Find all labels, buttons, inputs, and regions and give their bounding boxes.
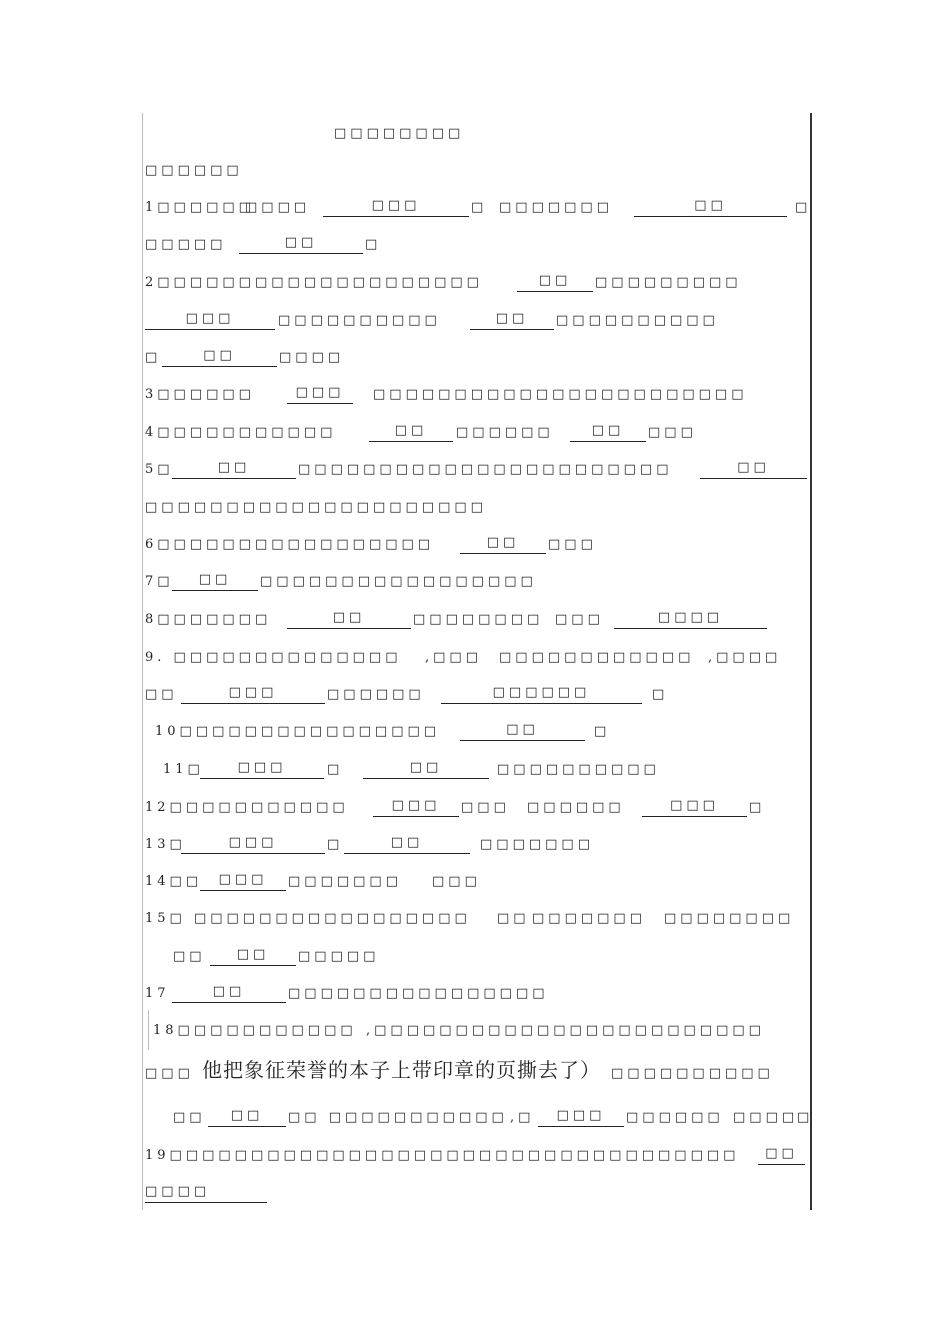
q9-text-b: ,□□□	[425, 650, 482, 665]
q18-text-k: □	[797, 1110, 814, 1125]
q7-text-a: 7□	[145, 574, 174, 589]
q9-text-f: □□□□□□	[327, 687, 425, 702]
q5-blank-1: □□	[172, 460, 296, 479]
q9-text-d: ,□□□□	[708, 650, 782, 665]
q18-quote: 他把象征荣誉的本子上带印章的页撕去了）	[202, 1058, 601, 1082]
q4-text-a: 4□□□□□□□□□□□	[145, 425, 337, 440]
q2-blank-2: □□□	[145, 311, 275, 330]
q4-blank-1: □□	[369, 423, 453, 442]
q10-text-a: 10□□□□□□□□□□□□□□□□	[155, 724, 441, 739]
q2-text-b: □□□□□□□□□	[595, 275, 742, 290]
q5-blank-2: □□	[700, 460, 807, 479]
q12-text-d: □	[749, 800, 766, 815]
q7-text-b: □□□□□□□□□□□□□□□□□	[260, 574, 537, 589]
q1-blank-1: □□□	[323, 198, 469, 217]
q17-text-a: 17	[145, 986, 170, 1001]
q12-text-c: □□□□□□	[527, 800, 625, 815]
q1-text-e: □	[795, 200, 812, 215]
q8-text-a: 8□□□□□□□	[145, 612, 272, 627]
q14-text-c: □□□	[432, 874, 481, 889]
q18-text-h: ,□	[510, 1110, 535, 1125]
q8-text-c: □□□	[555, 612, 604, 627]
q8-blank-2: □□□□	[614, 610, 767, 629]
q4-text-c: □□□	[648, 425, 697, 440]
q12-blank-2: □□□	[642, 798, 747, 817]
section-heading: □□□□□□	[145, 163, 243, 178]
q1-blank-3: □□	[239, 235, 363, 254]
q1-text-c: □	[471, 200, 488, 215]
q13-text-b: □	[327, 837, 344, 852]
q4-text-b: □□□□□□	[456, 425, 554, 440]
q15-text-d: □□□□□□□□	[664, 911, 795, 926]
q3-text-b: □□□□□□□□□□□□□□□□□□□□□□□	[373, 387, 748, 402]
q11-blank-2: □□	[363, 760, 489, 779]
q11-text-b: □	[327, 762, 344, 777]
q19-text-a: 19□□□□□□□□□□□□□□□□□□□□□□□□□□□□□□□□□□□	[145, 1148, 740, 1163]
q15-blank-1: □□	[210, 947, 296, 966]
q12-blank-1: □□□	[373, 798, 459, 817]
q1-blank-2: □□	[634, 198, 787, 217]
q2-text-f: □□□□	[279, 350, 345, 365]
q9-blank-1: □□□	[181, 685, 325, 704]
q18-text-a: 18□□□□□□□□□□□	[153, 1023, 357, 1038]
q18-text-g: □□ □□□□□□□□□□□	[288, 1110, 508, 1125]
q5-text-b: □□□□□□□□□□□□□□□□□□□□□□□	[298, 462, 673, 477]
q8-text-b: □□□□□□□□	[413, 612, 544, 627]
q13-text-c: □□□□□□□	[480, 837, 594, 852]
q12-text-a: 12□□□□□□□□□□□	[145, 800, 349, 815]
q18-text-b: ,□□□□□□□□□□□□□□□□□□□□□□□□	[366, 1023, 765, 1038]
q15-text-c: □□□□□□□	[532, 911, 646, 926]
q10-blank-1: □□	[460, 722, 585, 741]
q14-text-a: 14□□	[145, 874, 203, 889]
q1-text-d: □□□□□□□	[499, 200, 613, 215]
q15-text-b: □□	[497, 911, 530, 926]
q15-text-a: 15□ □□□□□□□□□□□□□□□□□	[145, 911, 471, 926]
margin-bracket	[148, 1010, 149, 1050]
q19-blank-1: □□	[758, 1146, 805, 1165]
q5-text-c: □□□□□□□□□□□□□□□□□□□□□	[145, 500, 487, 515]
q18-text-e: □□□□□□□□□□	[611, 1066, 774, 1081]
q13-text-a: 13□	[145, 837, 186, 852]
q14-text-b: □□□□□□□	[288, 874, 402, 889]
q12-text-b: □□□	[461, 800, 510, 815]
q9-blank-2: □□□□□□	[441, 685, 642, 704]
q6-text-b: □□□	[548, 537, 597, 552]
q1-text-b: □□□□	[245, 200, 311, 215]
q18-text-f: □□	[173, 1110, 206, 1125]
q9-text-e: □□	[145, 687, 178, 702]
q19-continuation: □□□□	[145, 1184, 267, 1203]
q9-text-g: □	[652, 687, 669, 702]
q17-text-b: □□□□□□□□□□□□□□□□	[288, 986, 549, 1001]
q11-text-c: □□□□□□□□□□	[497, 762, 660, 777]
q1-text-a: 1□□□□□□	[145, 200, 255, 215]
q6-text-a: 6□□□□□□□□□□□□□□□□□	[145, 537, 435, 552]
q1-text-g: □	[365, 237, 382, 252]
q2-text-d: □□□□□□□□□□	[556, 313, 719, 328]
q9-text-c: □□□□□□□□□□□□	[499, 650, 695, 665]
q18-blank-1: □□	[208, 1108, 286, 1127]
q11-blank-1: □□□	[200, 760, 324, 779]
q1-text-f: □□□□□	[145, 237, 227, 252]
q7-blank-1: □□	[172, 572, 258, 591]
q4-blank-2: □□	[570, 423, 646, 442]
q2-text-e: □	[145, 350, 162, 365]
q6-blank-1: □□	[460, 535, 546, 554]
q2-blank-1: □□	[517, 273, 593, 292]
q17-blank-1: □□	[172, 984, 286, 1003]
q2-blank-3: □□	[470, 311, 554, 330]
page-left-rule	[142, 113, 143, 1210]
q2-text-a: 2□□□□□□□□□□□□□□□□□□□□	[145, 275, 483, 290]
q10-text-b: □	[594, 724, 611, 739]
q15-text-f: □□□□□	[298, 949, 380, 964]
q9-text-a: 9. □□□□□□□□□□□□□□	[145, 650, 402, 665]
q13-blank-1: □□□	[181, 835, 325, 854]
q18-blank-2: □□□	[538, 1108, 624, 1127]
q14-blank-1: □□□	[200, 872, 286, 891]
page-right-rule	[810, 113, 812, 1210]
q13-blank-2: □□	[344, 835, 470, 854]
document-title: □□□□□□□□	[334, 126, 465, 141]
q3-blank-1: □□□	[287, 385, 353, 404]
q5-text-a: 5□	[145, 462, 174, 477]
q3-text-a: 3□□□□□□	[145, 387, 255, 402]
q11-text-a: 11□	[163, 762, 204, 777]
q18-text-c: □□□	[145, 1066, 194, 1081]
q18-text-i: □□□□□□	[626, 1110, 724, 1125]
q18-text-j: □□□□	[733, 1110, 799, 1125]
q2-text-c: □□□□□□□□□□	[278, 313, 441, 328]
q8-blank-1: □□	[287, 610, 411, 629]
q2-blank-4: □□	[162, 348, 277, 367]
q15-text-e: □□	[173, 949, 206, 964]
